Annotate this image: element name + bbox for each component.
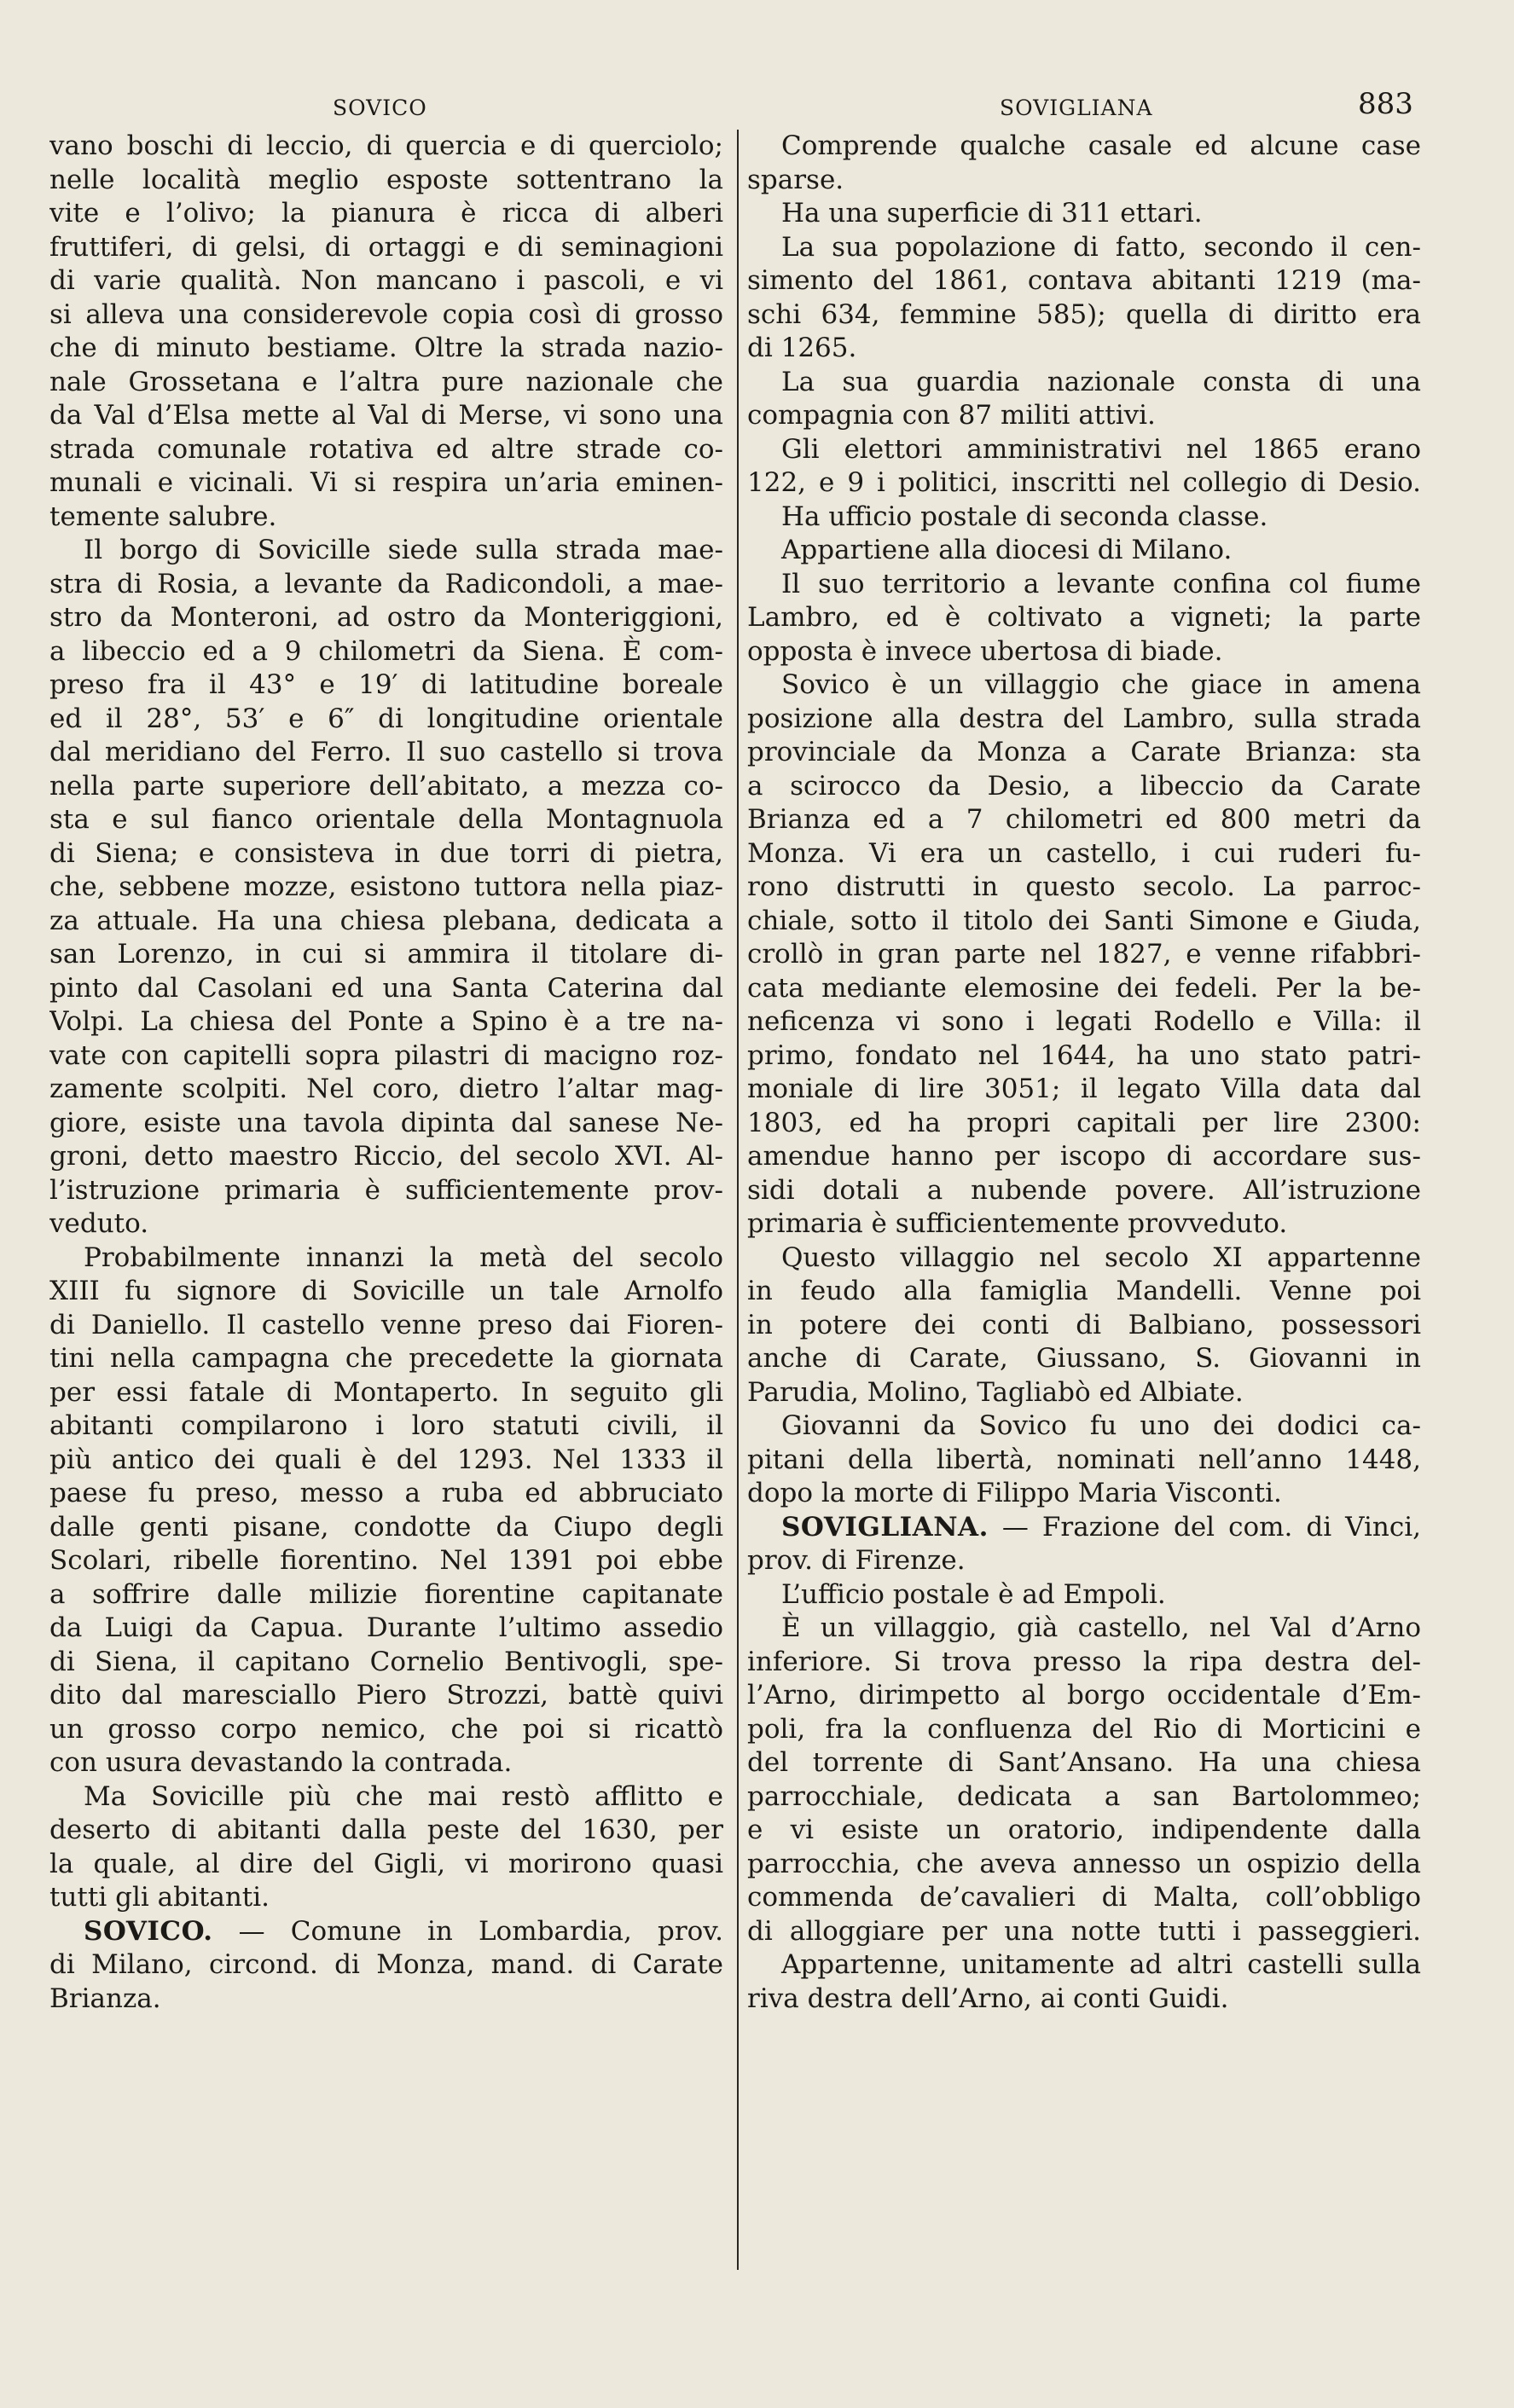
line-text: più antico dei quali è del 1293. Nel 1333 il <box>49 1444 723 1475</box>
text-line <box>49 1746 723 1780</box>
line-text: chiale, sotto il titolo dei Santi Simone e Giuda, <box>747 905 1421 936</box>
line-text: 1803, ed ha propri capitali per lire 2300: <box>747 1107 1421 1138</box>
text-line <box>49 1780 723 1815</box>
line-text: dalle genti pisane, condotte da Ciupo degli <box>49 1511 723 1543</box>
line-text: del torrente di Sant’Ansano. Ha una chiesa <box>747 1747 1421 1778</box>
text-line <box>747 770 1421 804</box>
line-text: parrocchia, che aveva annesso un ospizio della <box>747 1848 1421 1879</box>
text-line <box>747 1881 1421 1915</box>
text-line <box>49 1140 723 1174</box>
text-line <box>49 1848 723 1882</box>
text-line <box>49 231 723 265</box>
line-text: anche di Carate, Giussano, S. Giovanni in <box>747 1343 1421 1374</box>
text-line <box>49 1881 723 1915</box>
line-text: di Milano, circond. di Monza, mand. di Carate <box>49 1949 723 1980</box>
line-text: Volpi. La chiesa del Ponte a Spino è a tre na- <box>49 1006 723 1037</box>
line-text: Appartenne, unitamente ad altri castelli sulla <box>781 1949 1421 1980</box>
page-number: 883 <box>1358 87 1413 121</box>
line-text: di Siena; e consisteva in due torri di pietra, <box>49 837 723 869</box>
line-text: cata mediante elemosine dei fedeli. Per la be- <box>747 972 1421 1004</box>
line-text: rono distrutti in questo secolo. La parroc- <box>747 871 1421 902</box>
text-line <box>49 1814 723 1848</box>
text-line <box>49 1275 723 1309</box>
text-line <box>49 1207 723 1242</box>
line-text: san Lorenzo, in cui si ammira il titolare di- <box>49 939 723 970</box>
line-text: schi 634, femmine 585); quella di diritto era <box>747 298 1421 330</box>
left-column <box>49 130 723 2016</box>
text-line <box>747 803 1421 837</box>
text-line <box>747 466 1421 501</box>
text-line <box>49 1713 723 1747</box>
line-text: stro da Monteroni, ad ostro da Monteriggioni, <box>49 602 723 633</box>
text-line <box>747 1039 1421 1074</box>
line-text: zamente scolpiti. Nel coro, dietro l’altar mag- <box>49 1074 723 1104</box>
text-line <box>747 130 1421 164</box>
line-text: con usura devastando la contrada. <box>49 1747 513 1778</box>
line-text: da Luigi da Capua. Durante l’ultimo assedio <box>49 1612 723 1643</box>
line-text: munali e vicinali. Vi si respira un’aria eminen- <box>49 467 723 498</box>
text-line <box>747 1679 1421 1713</box>
entry-headword: SOVIGLIANA. <box>781 1511 989 1543</box>
text-line <box>747 1646 1421 1680</box>
line-text: Questo villaggio nel secolo XI appartenne <box>781 1242 1421 1273</box>
text-line <box>49 1242 723 1276</box>
line-text: di Daniello. Il castello venne preso dai Fioren- <box>49 1309 723 1340</box>
text-line <box>747 1275 1421 1309</box>
text-line <box>747 298 1421 333</box>
text-line <box>49 164 723 198</box>
line-text: e vi esiste un oratorio, indipendente dalla <box>747 1815 1421 1845</box>
line-text: posizione alla destra del Lambro, sulla strada <box>747 703 1421 734</box>
text-line <box>747 366 1421 400</box>
text-line <box>49 466 723 501</box>
line-text: fruttiferi, di gelsi, di ortaggi e di seminagioni <box>49 231 723 263</box>
text-line <box>49 1578 723 1612</box>
text-line <box>747 1444 1421 1478</box>
text-line <box>49 1948 723 1983</box>
line-text: Brianza. <box>49 1983 161 2014</box>
line-text: L’ufficio postale è ad Empoli. <box>781 1578 1166 1610</box>
line-text: crollò in gran parte nel 1827, e venne rifabbri- <box>747 939 1421 970</box>
text-line <box>49 433 723 467</box>
line-text: Ma Sovicille più che mai restò afflitto e <box>84 1780 723 1812</box>
line-text: l’Arno, dirimpetto al borgo occidentale d’Em- <box>747 1680 1421 1710</box>
line-text: dal meridiano del Ferro. Il suo castello si trova <box>49 737 723 767</box>
text-line <box>747 1814 1421 1848</box>
text-line <box>49 1679 723 1713</box>
line-text: neficenza vi sono i legati Rodello e Villa: il <box>747 1006 1421 1037</box>
line-text: strada comunale rotativa ed altre strade co- <box>49 433 723 465</box>
line-text: di alloggiare per una notte tutti i passeggieri. <box>747 1915 1421 1947</box>
text-line <box>49 972 723 1006</box>
line-text: un grosso corpo nemico, che poi si ricattò <box>49 1713 723 1745</box>
line-text: nale Grossetana e l’altra pure nazionale che <box>49 366 723 397</box>
text-line <box>49 837 723 871</box>
line-text: che di minuto bestiame. Oltre la strada nazio- <box>49 333 723 363</box>
line-text: opposta è invece ubertosa di biade. <box>747 635 1223 667</box>
line-text: pinto dal Casolani ed una Santa Caterina dal <box>49 972 723 1004</box>
line-text: da Val d’Elsa mette al Val di Merse, vi sono una <box>49 400 723 431</box>
line-text: — Comune in Lombardia, prov. <box>212 1915 723 1947</box>
line-text: deserto di abitanti dalla peste del 1630, per <box>49 1815 723 1845</box>
line-text: Ha una superficie di 311 ettari. <box>781 198 1203 229</box>
text-line <box>49 1376 723 1410</box>
text-line <box>747 568 1421 602</box>
text-line <box>747 1915 1421 1949</box>
line-text: Lambro, ed è coltivato a vigneti; la parte <box>747 602 1421 633</box>
text-line <box>747 938 1421 972</box>
text-line <box>49 1039 723 1074</box>
line-text: Appartiene alla diocesi di Milano. <box>781 535 1233 565</box>
text-line <box>747 635 1421 669</box>
line-text: Ha ufficio postale di seconda classe. <box>781 501 1268 532</box>
text-line <box>49 264 723 298</box>
line-text: a libeccio ed a 9 chilometri da Siena. È com- <box>49 635 723 667</box>
text-line <box>747 1107 1421 1141</box>
text-line <box>747 905 1421 939</box>
line-text: sidi dotali a nubende povere. All’istruzione <box>747 1174 1421 1206</box>
text-line <box>747 1409 1421 1444</box>
text-line <box>747 972 1421 1006</box>
text-line <box>49 1409 723 1444</box>
text-line <box>747 1948 1421 1983</box>
text-line <box>49 501 723 535</box>
text-line <box>747 433 1421 467</box>
line-text: dito dal maresciallo Piero Strozzi, battè quivi <box>49 1680 723 1710</box>
line-text: tini nella campagna che precedette la giornata <box>49 1343 723 1374</box>
line-text: in potere dei conti di Balbiano, possessori <box>747 1309 1421 1340</box>
text-line <box>747 231 1421 265</box>
line-text: ed il 28°, 53′ e 6″ di longitudine orientale <box>49 703 723 734</box>
line-text: Sovico è un villaggio che giace in amena <box>781 669 1421 700</box>
text-line <box>49 332 723 366</box>
text-line <box>49 1612 723 1646</box>
line-text: poli, fra la confluenza del Rio di Morticini e <box>747 1713 1421 1745</box>
line-text: vite e l’olivo; la pianura è ricca di alberi <box>49 198 723 229</box>
line-text: la quale, al dire del Gigli, vi morirono quasi <box>49 1848 723 1879</box>
line-text: l’istruzione primaria è sufficientemente prov- <box>49 1174 723 1206</box>
text-line <box>747 1005 1421 1039</box>
text-line <box>49 1073 723 1107</box>
line-text: inferiore. Si trova presso la ripa destra del- <box>747 1646 1421 1677</box>
line-text: temente salubre. <box>49 501 277 532</box>
line-text: vate con capitelli sopra pilastri di macigno roz- <box>49 1039 723 1071</box>
text-line <box>49 197 723 231</box>
line-text: Comprende qualche casale ed alcune case <box>781 130 1421 161</box>
text-line <box>747 1242 1421 1276</box>
line-text: La sua popolazione di fatto, secondo il cen- <box>781 231 1421 263</box>
text-line <box>747 1578 1421 1612</box>
line-text: nelle località meglio esposte sottentrano la <box>49 164 723 195</box>
line-text: commenda de’cavalieri di Malta, coll’obbligo <box>747 1882 1421 1913</box>
text-line <box>49 1646 723 1680</box>
running-head-right: SOVIGLIANA <box>1000 96 1153 120</box>
line-text: nella parte superiore dell’abitato, a mezza co- <box>49 770 723 802</box>
text-line <box>747 501 1421 535</box>
entry-headword: SOVICO. <box>84 1915 213 1947</box>
line-text: za attuale. Ha una chiesa plebana, dedicata a <box>49 905 723 936</box>
text-line <box>747 601 1421 635</box>
line-text: in feudo alla famiglia Mandelli. Venne poi <box>747 1276 1421 1306</box>
running-head-left: SOVICO <box>333 96 427 120</box>
text-line <box>747 1174 1421 1208</box>
text-line <box>747 1612 1421 1646</box>
text-line <box>49 1342 723 1376</box>
line-text: Il suo territorio a levante confina col fiume <box>781 568 1421 599</box>
text-line <box>49 1444 723 1478</box>
line-text: veduto. <box>49 1208 149 1239</box>
line-text: pitani della libertà, nominati nell’anno 1448, <box>747 1444 1421 1475</box>
line-text: primo, fondato nel 1644, ha uno stato patri- <box>747 1039 1421 1071</box>
text-line <box>49 770 723 804</box>
line-text: sta e sul fianco orientale della Montagnuola <box>49 804 723 835</box>
line-text: stra di Rosia, a levante da Radicondoli, a mae- <box>49 568 723 599</box>
text-line <box>49 1915 723 1949</box>
text-line <box>49 1174 723 1208</box>
text-line <box>49 534 723 568</box>
text-line <box>747 1713 1421 1747</box>
text-line <box>747 1746 1421 1780</box>
text-line <box>49 399 723 433</box>
text-line <box>747 1544 1421 1578</box>
text-line <box>747 1207 1421 1242</box>
line-text: simento del 1861, contava abitanti 1219 (ma- <box>747 265 1421 296</box>
line-text: tutti gli abitanti. <box>49 1882 270 1913</box>
line-text: Il borgo di Sovicille siede sulla strada mae- <box>84 535 723 565</box>
line-text: parrocchiale, dedicata a san Bartolommeo; <box>747 1780 1421 1812</box>
line-text: XIII fu signore di Sovicille un tale Arnolfo <box>49 1276 723 1306</box>
line-text: dopo la morte di Filippo Maria Visconti. <box>747 1478 1282 1508</box>
line-text: di varie qualità. Non mancano i pascoli, e vi <box>49 265 723 296</box>
line-text: compagnia con 87 militi attivi. <box>747 400 1156 431</box>
line-text: che, sebbene mozze, esistono tuttora nella piaz- <box>49 871 723 902</box>
text-line <box>49 1544 723 1578</box>
line-text: preso fra il 43° e 19′ di latitudine boreale <box>49 669 723 700</box>
text-line <box>747 1848 1421 1882</box>
text-line <box>49 635 723 669</box>
line-text: Brianza ed a 7 chilometri ed 800 metri da <box>747 804 1421 835</box>
right-column <box>747 130 1421 2016</box>
line-text: groni, detto maestro Riccio, del secolo XVI. Al- <box>49 1141 723 1172</box>
text-line <box>747 837 1421 871</box>
text-line <box>747 399 1421 433</box>
text-line <box>747 1477 1421 1511</box>
line-text: Parudia, Molino, Tagliabò ed Albiate. <box>747 1376 1244 1408</box>
text-line <box>49 703 723 737</box>
line-text: a scirocco da Desio, a libeccio da Carate <box>747 770 1421 802</box>
text-line <box>747 1140 1421 1174</box>
text-line <box>49 736 723 770</box>
text-line <box>747 1511 1421 1545</box>
text-line <box>49 1477 723 1511</box>
line-text: abitanti compilarono i loro statuti civili, il <box>49 1410 723 1441</box>
text-line <box>747 1073 1421 1107</box>
line-text: di 1265. <box>747 333 857 363</box>
text-line <box>49 298 723 333</box>
text-line <box>49 803 723 837</box>
line-text: prov. di Firenze. <box>747 1545 966 1576</box>
line-text: provinciale da Monza a Carate Brianza: sta <box>747 737 1421 767</box>
line-text: si alleva una considerevole copia così di grosso <box>49 298 723 330</box>
text-line <box>747 703 1421 737</box>
line-text: giore, esiste una tavola dipinta dal sanese Ne- <box>49 1107 723 1138</box>
text-line <box>49 669 723 703</box>
line-text: paese fu preso, messo a ruba ed abbruciato <box>49 1478 723 1508</box>
line-text: La sua guardia nazionale consta di una <box>781 366 1421 397</box>
text-line <box>49 1309 723 1343</box>
text-line <box>49 568 723 602</box>
line-text: Monza. Vi era un castello, i cui ruderi fu- <box>747 837 1421 869</box>
line-text: 122, e 9 i politici, inscritti nel collegio di Desio. <box>747 467 1421 498</box>
line-text: amendue hanno per iscopo di accordare sus- <box>747 1141 1421 1172</box>
line-text: Giovanni da Sovico fu uno dei dodici ca- <box>781 1410 1421 1441</box>
text-line <box>747 736 1421 770</box>
line-text: Gli elettori amministrativi nel 1865 erano <box>781 433 1421 465</box>
line-text: vano boschi di leccio, di quercia e di querciolo; <box>49 130 723 161</box>
line-text: sparse. <box>747 164 844 195</box>
text-line <box>49 938 723 972</box>
text-line <box>49 130 723 164</box>
line-text: di Siena, il capitano Cornelio Bentivogli, spe- <box>49 1646 723 1677</box>
text-line <box>747 264 1421 298</box>
text-line <box>49 871 723 905</box>
text-line <box>49 1005 723 1039</box>
text-line <box>49 366 723 400</box>
line-text: — Frazione del com. di Vinci, <box>988 1511 1421 1543</box>
line-text: Scolari, ribelle fiorentino. Nel 1391 poi ebbe <box>49 1545 723 1576</box>
line-text: riva destra dell’Arno, ai conti Guidi. <box>747 1983 1229 2014</box>
text-line <box>747 669 1421 703</box>
line-text: a soffrire dalle milizie fiorentine capitanate <box>49 1578 723 1610</box>
line-text: Probabilmente innanzi la metà del secolo <box>84 1242 723 1273</box>
text-line <box>747 1780 1421 1815</box>
column-divider <box>737 130 739 2270</box>
text-line <box>747 1342 1421 1376</box>
line-text: per essi fatale di Montaperto. In seguito gli <box>49 1376 723 1408</box>
text-line <box>49 1511 723 1545</box>
text-line <box>49 1983 723 2017</box>
text-line <box>747 871 1421 905</box>
text-line <box>747 164 1421 198</box>
line-text: primaria è sufficientemente provveduto. <box>747 1208 1288 1239</box>
text-line <box>747 332 1421 366</box>
line-text: È un villaggio, già castello, nel Val d’Arno <box>781 1612 1421 1643</box>
text-line <box>747 534 1421 568</box>
text-line <box>747 1983 1421 2017</box>
text-line <box>49 905 723 939</box>
text-line <box>747 1309 1421 1343</box>
text-line <box>747 1376 1421 1410</box>
text-line <box>49 601 723 635</box>
text-line <box>49 1107 723 1141</box>
text-line <box>747 197 1421 231</box>
line-text: moniale di lire 3051; il legato Villa data dal <box>747 1074 1421 1104</box>
